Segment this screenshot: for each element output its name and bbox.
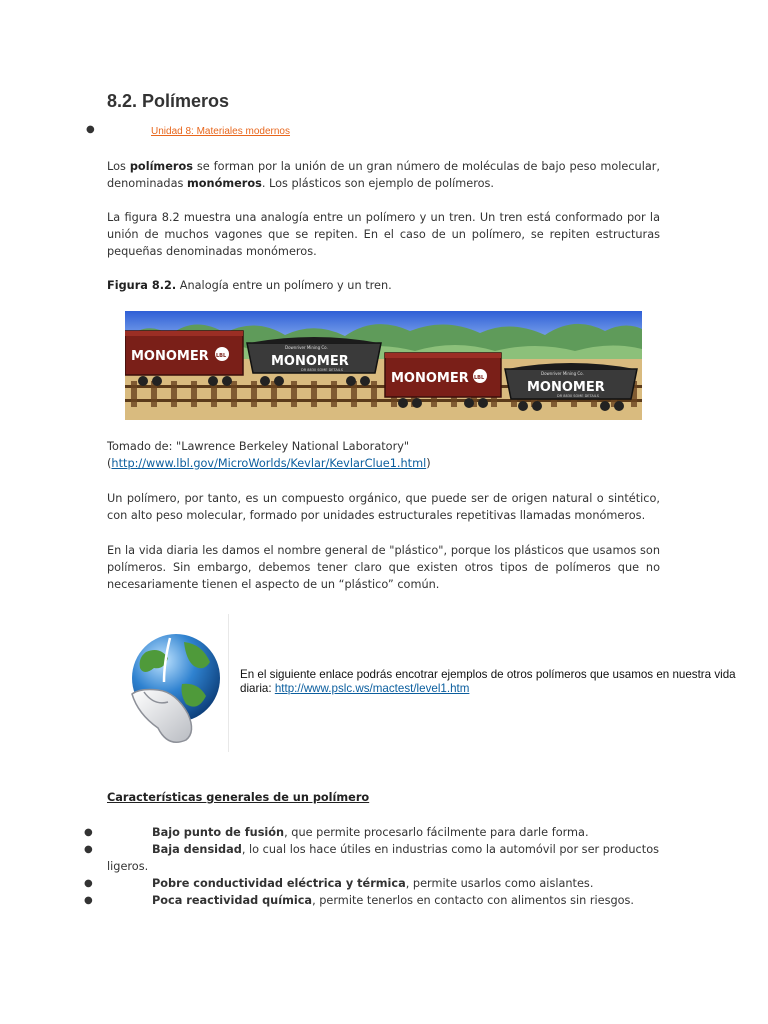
svg-text:MONOMER: MONOMER (131, 349, 209, 364)
bullet: ● (86, 124, 95, 135)
train-figure (125, 311, 642, 420)
bullet: ● (84, 895, 93, 906)
svg-text:MONOMER: MONOMER (391, 371, 469, 386)
characteristics-heading: Características generales de un polímero (107, 791, 370, 804)
svg-text:LBL: LBL (474, 375, 485, 381)
definition-paragraph: Un polímero, por tanto, es un compuesto orgánico, que puede ser de origen natural o sintético, con alto peso molecular, formado por unidades estructurales repetitivas llamadas monómeros. (107, 492, 660, 522)
callout-icon-box (118, 614, 229, 752)
pslc-link[interactable]: http://www.pslc.ws/mactest/level1.htm (274, 682, 470, 695)
figure-caption: Figura 8.2. Analogía entre un polímero y un tren. (107, 279, 392, 292)
bullet: ● (84, 827, 93, 838)
bullet: ● (84, 878, 93, 889)
analogy-paragraph: La figura 8.2 muestra una analogía entre un polímero y un tren. Un tren está conformado por la unión de muchos vagones que se repiten. En el caso de un polímero, se repiten estructuras pequeñas denominadas monómeros. (107, 211, 660, 258)
svg-text:DR 8830 SOME DETAILS: DR 8830 SOME DETAILS (557, 394, 599, 398)
globe-mouse-icon (124, 632, 224, 752)
list-item: ● Baja densidad, lo cual los hace útiles en industrias como la automóvil por ser productos ligeros. (84, 843, 660, 873)
source-link[interactable]: http://www.lbl.gov/MicroWorlds/Kevlar/KevlarClue1.html (111, 457, 427, 470)
bullet: ● (84, 844, 93, 855)
list-item: ● Bajo punto de fusión, que permite procesarlo fácilmente para darle forma. (84, 826, 589, 839)
page-title: 8.2. Polímeros (107, 91, 230, 111)
characteristics-list (0, 824, 768, 909)
list-item: ● Poca reactividad química, permite tenerlos en contacto con alimentos sin riesgos. (84, 894, 635, 907)
svg-text:DR 8830 SOME DETAILS: DR 8830 SOME DETAILS (301, 368, 343, 372)
svg-text:Downriver Mining Co.: Downriver Mining Co. (285, 345, 328, 350)
svg-text:LBL: LBL (216, 353, 227, 359)
plastics-paragraph: En la vida diaria les damos el nombre general de "plástico", porque los plásticos que usamos son polímeros. Sin embargo, debemos tener claro que existen otros tipos de polímeros que no necesariamente tienen el aspecto de un “plástico” común. (107, 544, 660, 591)
svg-text:MONOMER: MONOMER (271, 354, 349, 369)
intro-paragraph: Los polímeros se forman por la unión de un gran número de moléculas de bajo peso molecular, denominadas monómeros. Los plásticos son ejemplo de polímeros. (107, 160, 660, 190)
unit-link[interactable]: Unidad 8: Materiales modernos (151, 126, 290, 137)
source-paragraph: Tomado de: "Lawrence Berkeley National Laboratory" (http://www.lbl.gov/MicroWorlds/Kevlar/KevlarClue1.html) (107, 440, 431, 470)
svg-text:MONOMER: MONOMER (527, 380, 605, 395)
callout-text: En el siguiente enlace podrás encotrar ejemplos de otros polímeros que usamos en nuestra vida diaria: http://www.pslc.ws/mactest/level1.htm (240, 668, 736, 695)
svg-text:Downriver Mining Co.: Downriver Mining Co. (541, 371, 584, 376)
list-item: ● Pobre conductividad eléctrica y térmica, permite usarlos como aislantes. (84, 877, 594, 890)
